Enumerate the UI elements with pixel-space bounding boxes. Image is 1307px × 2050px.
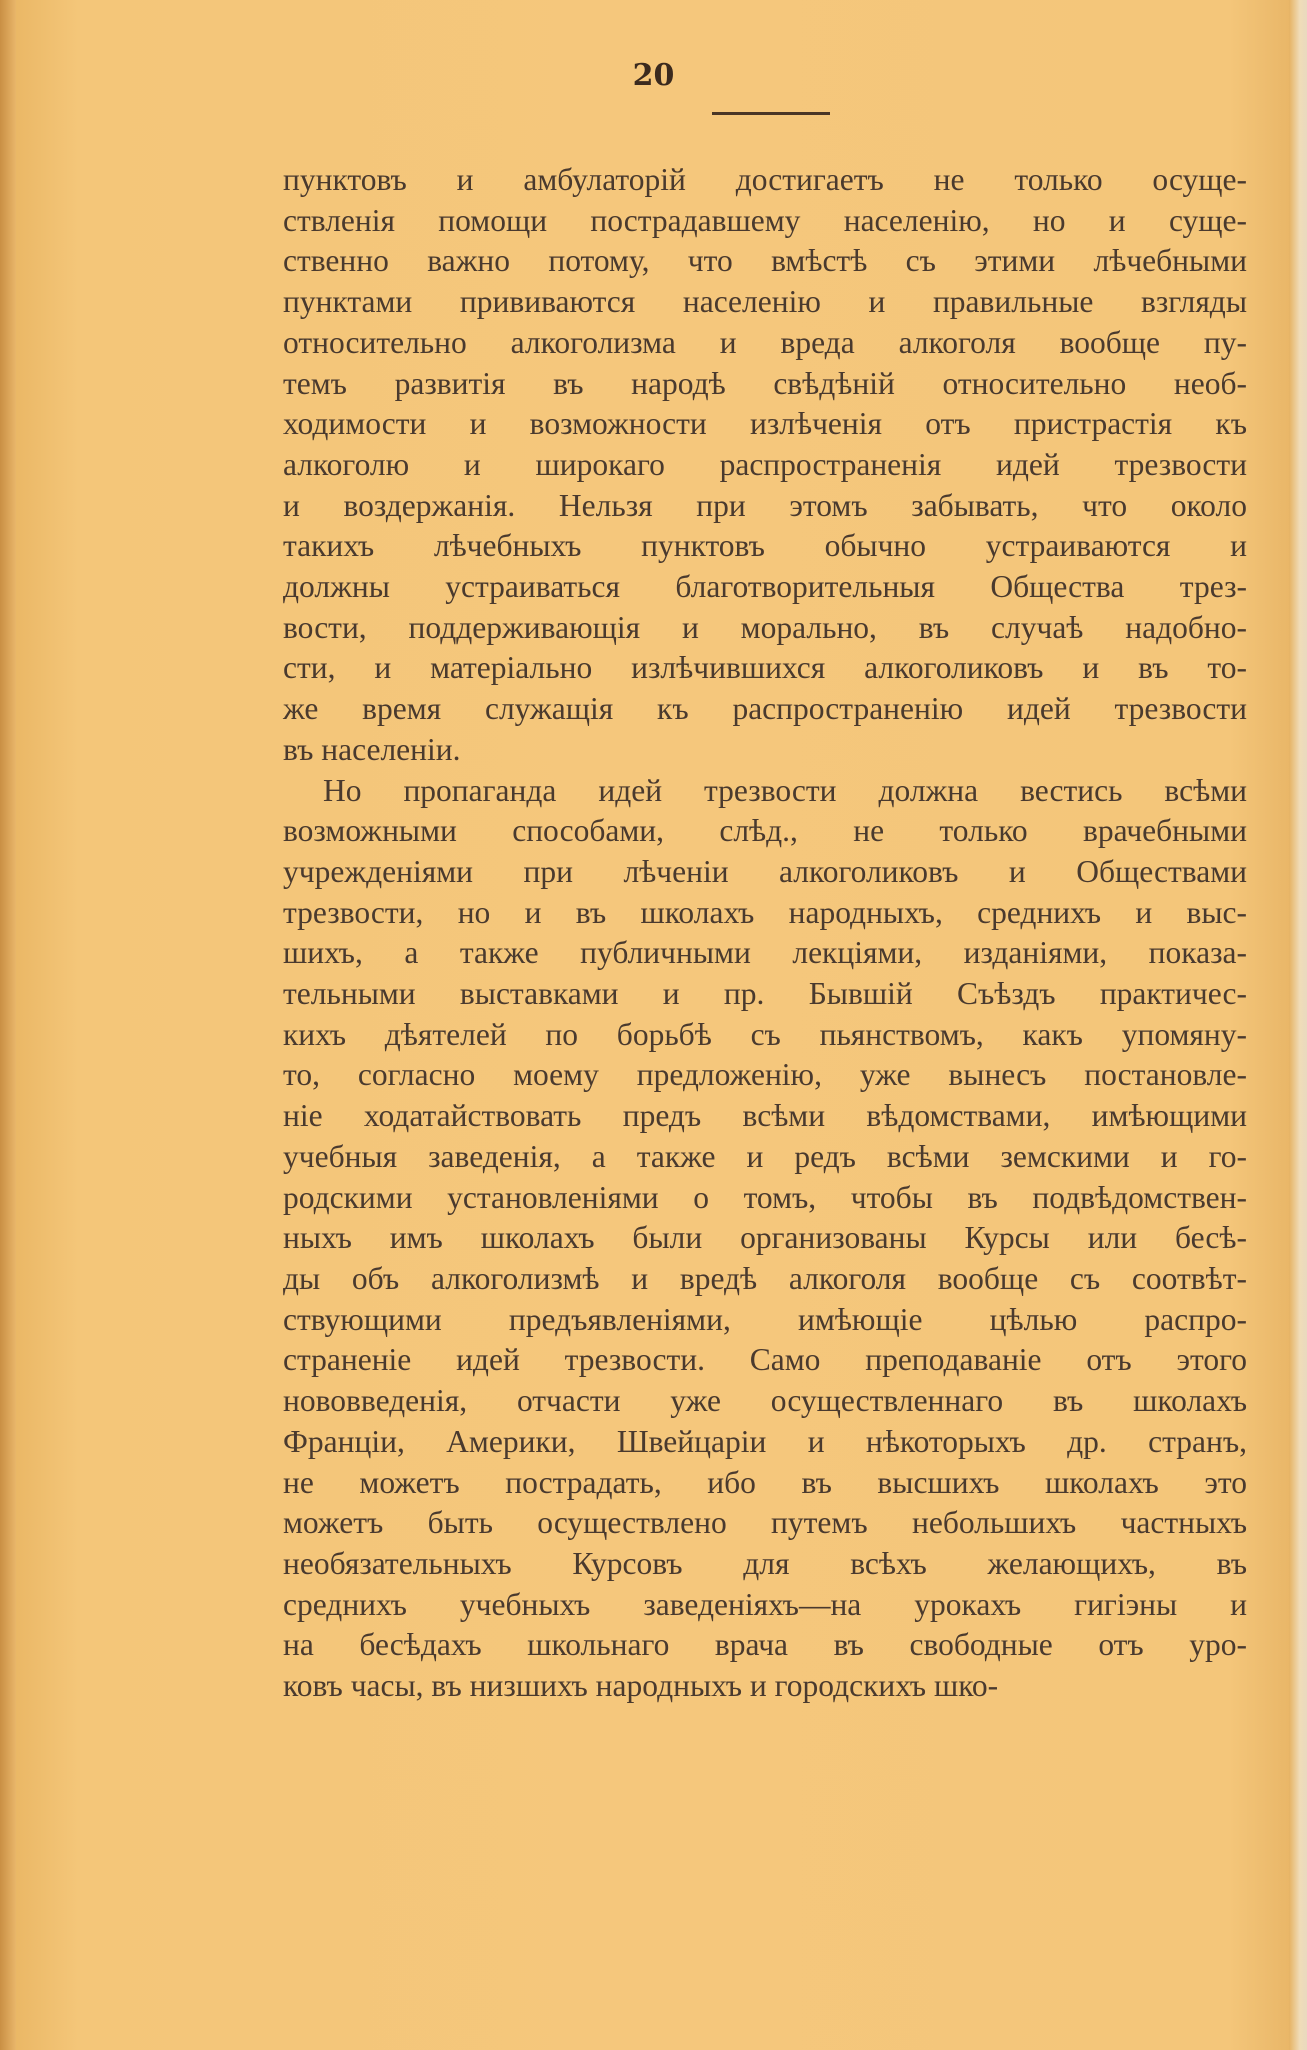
- text-line: вости, поддерживающія и морально, въ случаѣ надобно-: [283, 609, 1247, 645]
- text-line: родскими установленіями о томъ, чтобы въ подвѣдомствен-: [283, 1179, 1247, 1215]
- text-line: пунктами прививаются населенію и правильные взгляды: [283, 284, 1247, 320]
- page-left-edge: [0, 0, 16, 2050]
- text-line: ствленія помощи пострадавшему населенію, но и суще-: [283, 202, 1247, 238]
- text-line: относительно алкоголизма и вреда алкоголя вообще пу-: [283, 324, 1247, 360]
- text-line: то, согласно моему предложенію, уже вынесъ постановле-: [283, 1057, 1247, 1093]
- text-line: ковъ часы, въ низшихъ народныхъ и городскихъ шко-: [283, 1668, 999, 1704]
- page-number-rule: [712, 112, 830, 115]
- text-line: страненіе идей трезвости. Само преподаваніе отъ этого: [283, 1342, 1247, 1378]
- text-line: ды объ алкоголизмѣ и вредѣ алкоголя вообще съ соотвѣт-: [283, 1260, 1247, 1296]
- text-line: Но пропаганда идей трезвости должна вестись всѣми: [323, 772, 1247, 808]
- text-line: ственно важно потому, что вмѣстѣ съ этими лѣчебными: [283, 243, 1247, 279]
- text-line: можетъ быть осуществлено путемъ небольшихъ частныхъ: [283, 1505, 1247, 1541]
- page-number: 20: [632, 58, 675, 93]
- text-line: должны устраиваться благотворительныя Общества трез-: [283, 569, 1247, 605]
- text-line: такихъ лѣчебныхъ пунктовъ обычно устраиваются и: [283, 528, 1247, 564]
- text-line: не можетъ пострадать, ибо въ высшихъ школахъ это: [283, 1464, 1247, 1500]
- text-line: трезвости, но и въ школахъ народныхъ, среднихъ и выс-: [283, 894, 1247, 930]
- text-line: же время служащія къ распространенію идей трезвости: [283, 691, 1247, 727]
- text-line: шихъ, а также публичными лекціями, изданіями, показа-: [283, 935, 1247, 971]
- text-line: тельными выставками и пр. Бывшій Съѣздъ практичес-: [283, 976, 1247, 1012]
- text-line: учрежденіями при лѣченіи алкоголиковъ и Обществами: [283, 853, 1247, 889]
- paragraph: [283, 771, 1247, 1707]
- text-line: ныхъ имъ школахъ были организованы Курсы или бесѣ-: [283, 1220, 1247, 1256]
- text-line: на бесѣдахъ школьнаго врача въ свободные отъ уро-: [283, 1627, 1247, 1663]
- text-line: ствующими предъявленіями, имѣющіе цѣлью распро-: [283, 1301, 1247, 1337]
- text-line: темъ развитія въ народѣ свѣдѣній относительно необ-: [283, 365, 1247, 401]
- paragraph: [283, 160, 1247, 771]
- text-line: нововведенія, отчасти уже осуществленнаго въ школахъ: [283, 1383, 1247, 1419]
- text-line: среднихъ учебныхъ заведеніяхъ—на урокахъ гигіэны и: [283, 1586, 1247, 1622]
- page-right-edge: [1289, 0, 1307, 2050]
- text-line: и воздержанія. Нельзя при этомъ забывать, что около: [283, 487, 1247, 523]
- text-line: пунктовъ и амбулаторій достигаетъ не только осуще-: [283, 162, 1247, 197]
- text-line: въ населеніи.: [283, 731, 461, 767]
- text-line: ніе ходатайствовать предъ всѣми вѣдомствами, имѣющими: [283, 1098, 1247, 1134]
- text-line: учебныя заведенія, а также и редъ всѣми земскими и го-: [283, 1138, 1247, 1174]
- text-line: необязательныхъ Курсовъ для всѣхъ желающихъ, въ: [283, 1545, 1247, 1581]
- text-line: алкоголю и широкаго распространенія идей трезвости: [283, 446, 1247, 482]
- text-line: кихъ дѣятелей по борьбѣ съ пьянствомъ, какъ упомяну-: [283, 1016, 1247, 1052]
- text-line: ходимости и возможности излѣченія отъ пристрастія къ: [283, 406, 1247, 442]
- text-line: возможными способами, слѣд., не только врачебными: [283, 813, 1247, 849]
- text-line: сти, и матеріально излѣчившихся алкоголиковъ и въ то-: [283, 650, 1247, 686]
- body-text: [283, 160, 1247, 1707]
- text-line: Франціи, Америки, Швейцаріи и нѣкоторыхъ др. странъ,: [283, 1423, 1247, 1459]
